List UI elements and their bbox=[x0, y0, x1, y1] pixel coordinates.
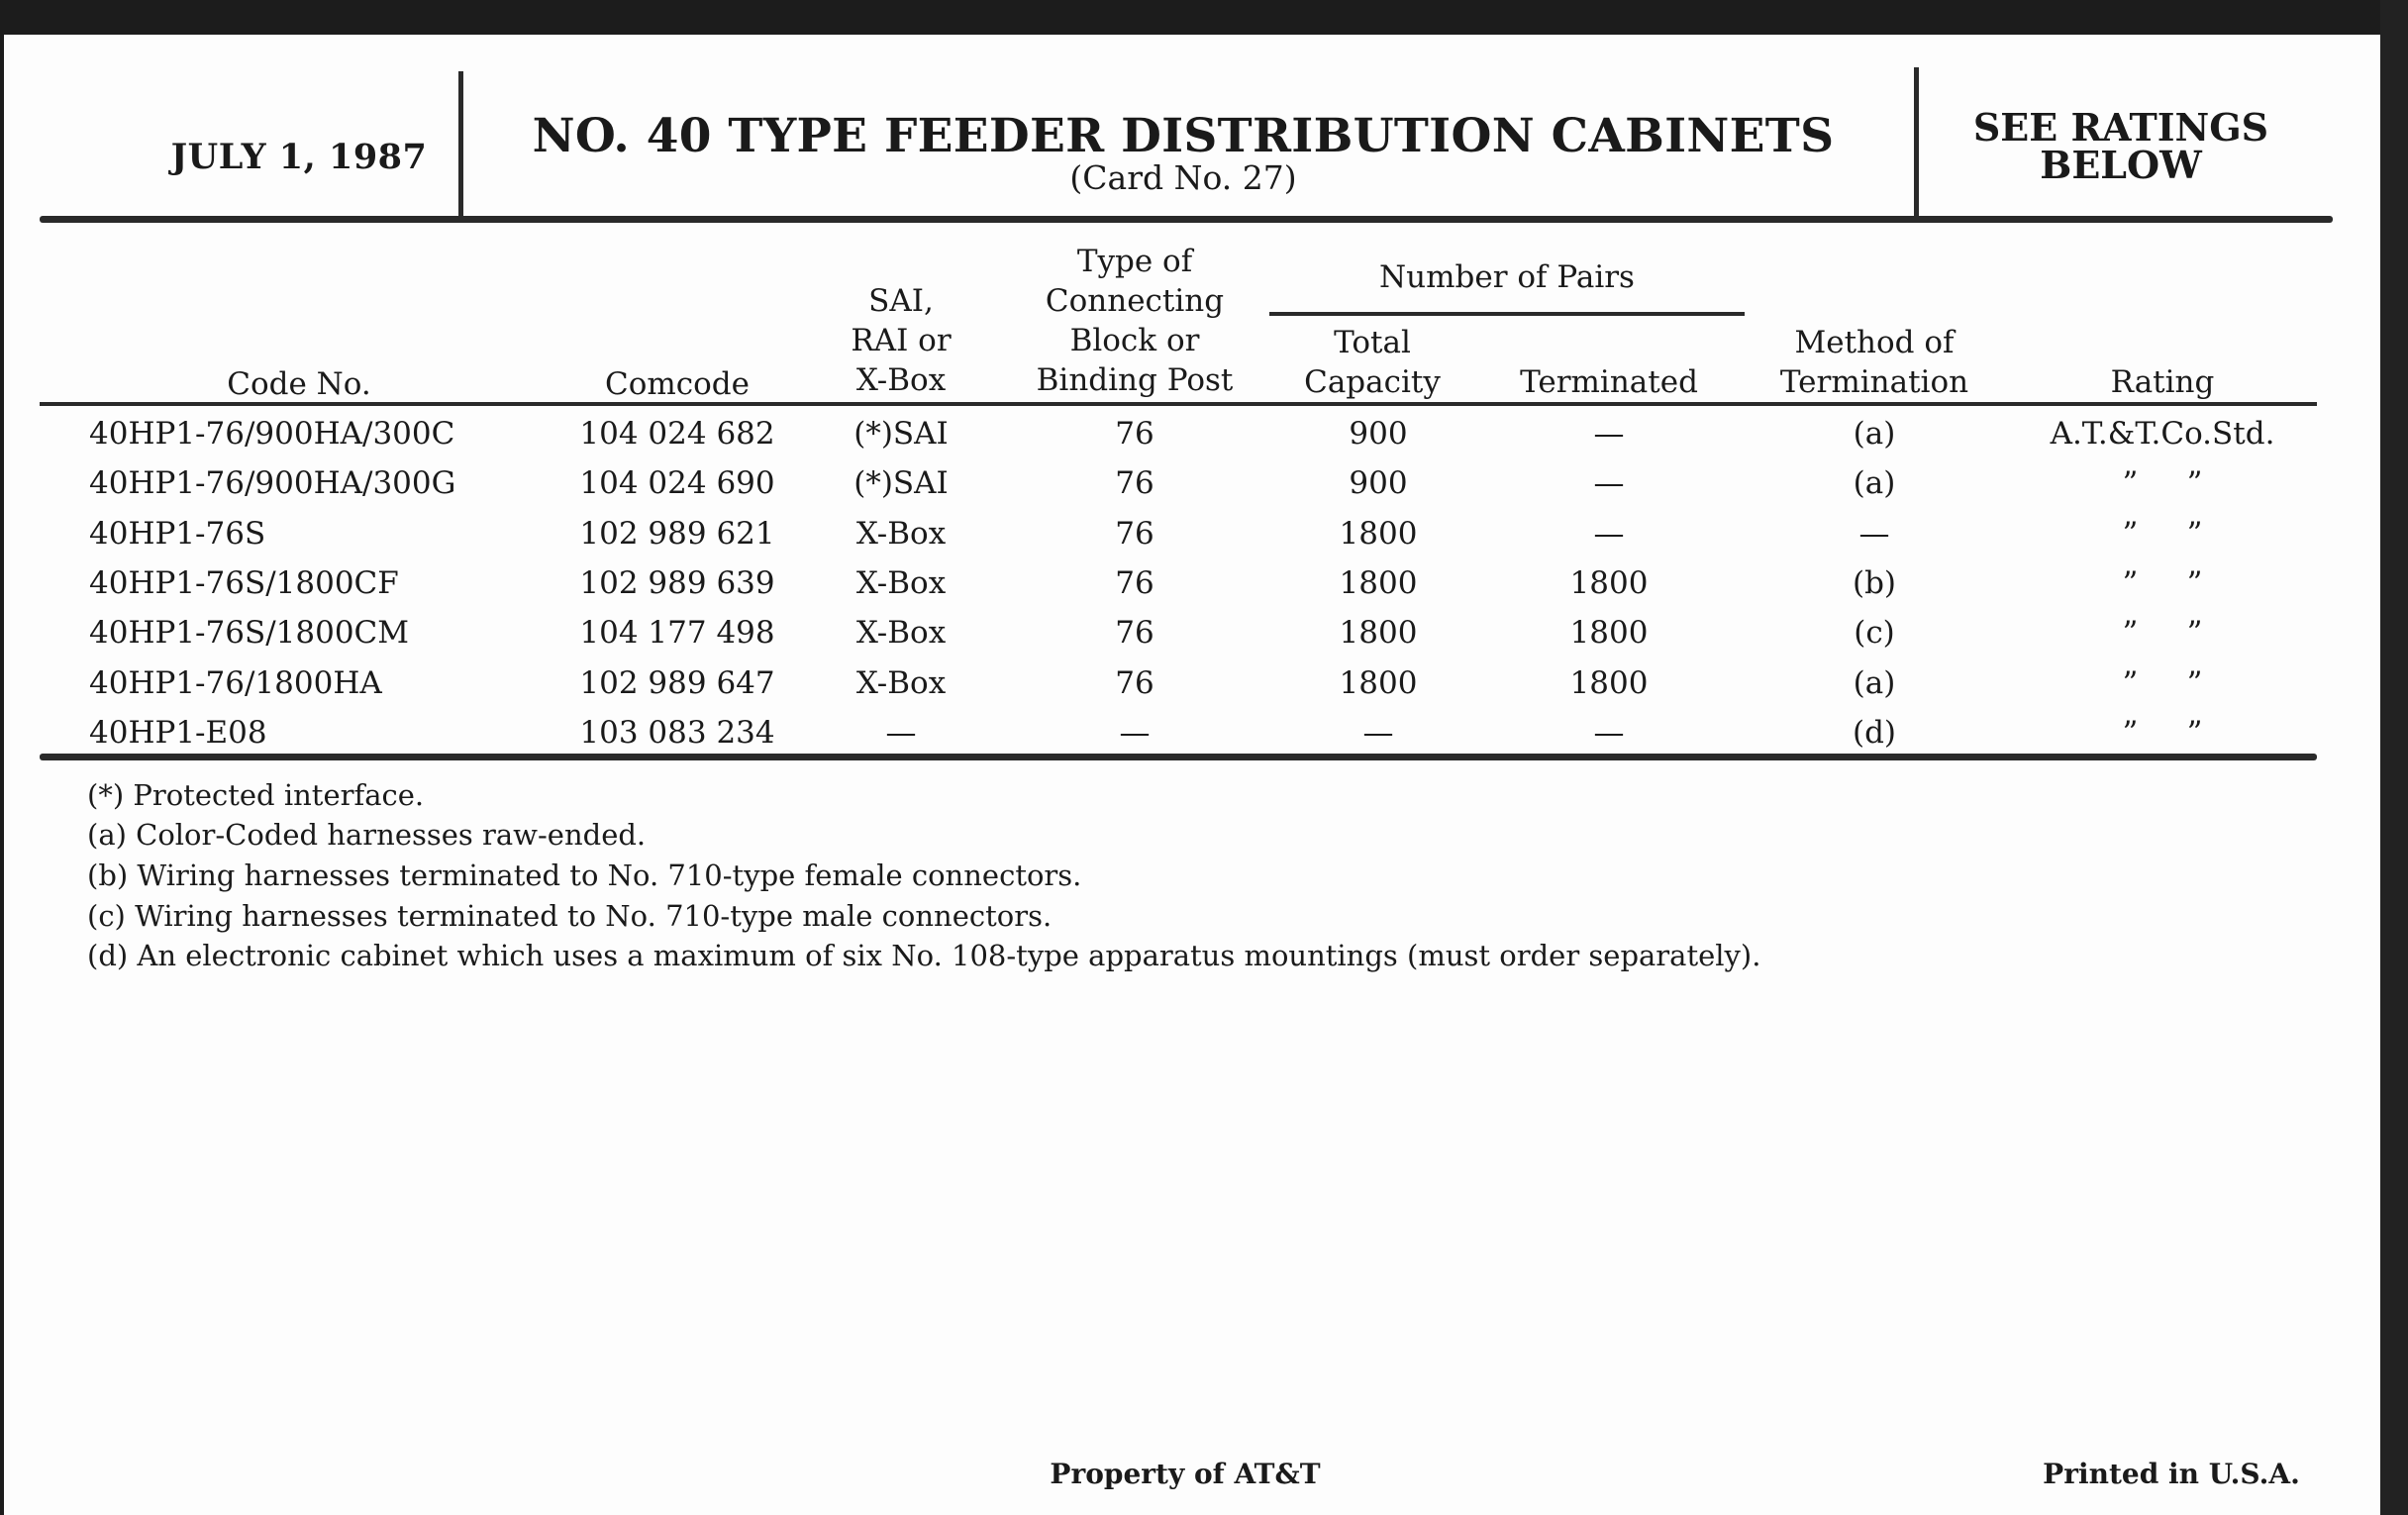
cell-rating: ” ” bbox=[2122, 564, 2203, 601]
cell-code: 40HP1-76S/1800CM bbox=[89, 615, 410, 652]
cell-type: 76 bbox=[1115, 664, 1154, 701]
ratings-note bbox=[1972, 105, 2269, 187]
cell-rating: ” ” bbox=[2122, 465, 2203, 502]
footnote: (*) Protected interface. bbox=[87, 778, 425, 812]
ratings-line-1: SEE RATINGS bbox=[1972, 105, 2269, 150]
cell-type: — bbox=[1119, 714, 1151, 751]
cell-terminated: — bbox=[1593, 465, 1625, 502]
cell-terminated: — bbox=[1593, 515, 1625, 552]
cell-sai: — bbox=[885, 714, 917, 751]
cell-type: 76 bbox=[1115, 615, 1154, 652]
cell-terminated: 1800 bbox=[1569, 664, 1649, 701]
cell-method: (c) bbox=[1854, 615, 1895, 652]
card-number: (Card No. 27) bbox=[1069, 158, 1297, 197]
cell-total: 1800 bbox=[1339, 515, 1418, 552]
cell-code: 40HP1-76/900HA/300G bbox=[89, 465, 456, 502]
cell-type: 76 bbox=[1115, 416, 1154, 452]
group-rule bbox=[1269, 312, 1745, 316]
cell-total: 1800 bbox=[1339, 664, 1418, 701]
cell-type: 76 bbox=[1115, 465, 1154, 502]
cell-terminated: — bbox=[1593, 416, 1625, 452]
cell-method: (b) bbox=[1852, 564, 1897, 601]
table-bottom-rule bbox=[40, 754, 2317, 760]
cell-comcode: 103 083 234 bbox=[579, 714, 775, 751]
cell-sai: (*)SAI bbox=[853, 465, 949, 502]
cell-comcode: 102 989 647 bbox=[579, 664, 775, 701]
cell-total: 1800 bbox=[1339, 564, 1418, 601]
header-divider-left bbox=[458, 71, 463, 220]
col-header-type: Type of Connecting Block or Binding Post bbox=[1036, 244, 1234, 398]
cell-method: (a) bbox=[1853, 465, 1896, 502]
cell-comcode: 104 177 498 bbox=[579, 615, 775, 652]
cell-type: 76 bbox=[1115, 515, 1154, 552]
cell-code: 40HP1-76/1800HA bbox=[89, 664, 382, 701]
col-group-number-of-pairs: Number of Pairs bbox=[1379, 259, 1635, 295]
cell-code: 40HP1-76/900HA/300C bbox=[89, 416, 455, 452]
ratings-line-2: BELOW bbox=[2040, 143, 2202, 187]
cell-code: 40HP1-76S bbox=[89, 515, 266, 552]
col-header-rating: Rating bbox=[2110, 364, 2215, 400]
cell-rating: A.T.&T.Co.Std. bbox=[2050, 416, 2275, 452]
footnote: (b) Wiring harnesses terminated to No. 710-type female connectors. bbox=[87, 858, 1082, 892]
cell-terminated: 1800 bbox=[1569, 564, 1649, 601]
col-header-comcode: Comcode bbox=[605, 366, 750, 402]
card-title: NO. 40 TYPE FEEDER DISTRIBUTION CABINETS bbox=[532, 109, 1835, 163]
cell-rating: ” ” bbox=[2122, 515, 2203, 552]
printed-notice: Printed in U.S.A. bbox=[2043, 1458, 2300, 1490]
col-header-sai: SAI, RAI or X-Box bbox=[851, 283, 952, 398]
cell-sai: X-Box bbox=[855, 615, 947, 652]
footnote: (c) Wiring harnesses terminated to No. 710-type male connectors. bbox=[87, 899, 1053, 933]
cell-type: 76 bbox=[1115, 564, 1154, 601]
cell-rating: ” ” bbox=[2122, 615, 2203, 652]
cell-total: — bbox=[1362, 714, 1394, 751]
cell-method: (a) bbox=[1853, 416, 1896, 452]
footnote: (a) Color-Coded harnesses raw-ended. bbox=[87, 818, 647, 852]
cell-code: 40HP1-E08 bbox=[89, 714, 267, 751]
cell-total: 900 bbox=[1349, 416, 1408, 452]
property-notice: Property of AT&T bbox=[1050, 1458, 1321, 1490]
footnote: (d) An electronic cabinet which uses a maximum of six No. 108-type apparatus mountings (must order separately). bbox=[87, 939, 1761, 972]
col-header-code: Code No. bbox=[227, 366, 371, 402]
cell-comcode: 104 024 682 bbox=[579, 416, 775, 452]
cell-comcode: 102 989 621 bbox=[579, 515, 775, 552]
card-date: JULY 1, 1987 bbox=[170, 137, 428, 177]
cell-rating: ” ” bbox=[2122, 714, 2203, 751]
cell-sai: X-Box bbox=[855, 664, 947, 701]
cell-comcode: 102 989 639 bbox=[579, 564, 775, 601]
header-rule bbox=[40, 216, 2333, 223]
cell-terminated: — bbox=[1593, 714, 1625, 751]
col-header-total: Total Capacity bbox=[1304, 325, 1441, 400]
cell-method: — bbox=[1858, 515, 1890, 552]
cell-code: 40HP1-76S/1800CF bbox=[89, 564, 399, 601]
cell-sai: X-Box bbox=[855, 564, 947, 601]
header-divider-right bbox=[1914, 67, 1919, 220]
cell-method: (d) bbox=[1852, 714, 1897, 751]
cell-sai: X-Box bbox=[855, 515, 947, 552]
cell-total: 1800 bbox=[1339, 615, 1418, 652]
col-header-terminated: Terminated bbox=[1520, 364, 1698, 400]
cell-method: (a) bbox=[1853, 664, 1896, 701]
scan-border bbox=[2380, 0, 2408, 1515]
cell-terminated: 1800 bbox=[1569, 615, 1649, 652]
table-header-rule bbox=[40, 402, 2317, 406]
cell-rating: ” ” bbox=[2122, 664, 2203, 701]
cell-comcode: 104 024 690 bbox=[579, 465, 775, 502]
cell-sai: (*)SAI bbox=[853, 416, 949, 452]
cell-total: 900 bbox=[1349, 465, 1408, 502]
col-header-method: Method of Termination bbox=[1779, 325, 1969, 400]
